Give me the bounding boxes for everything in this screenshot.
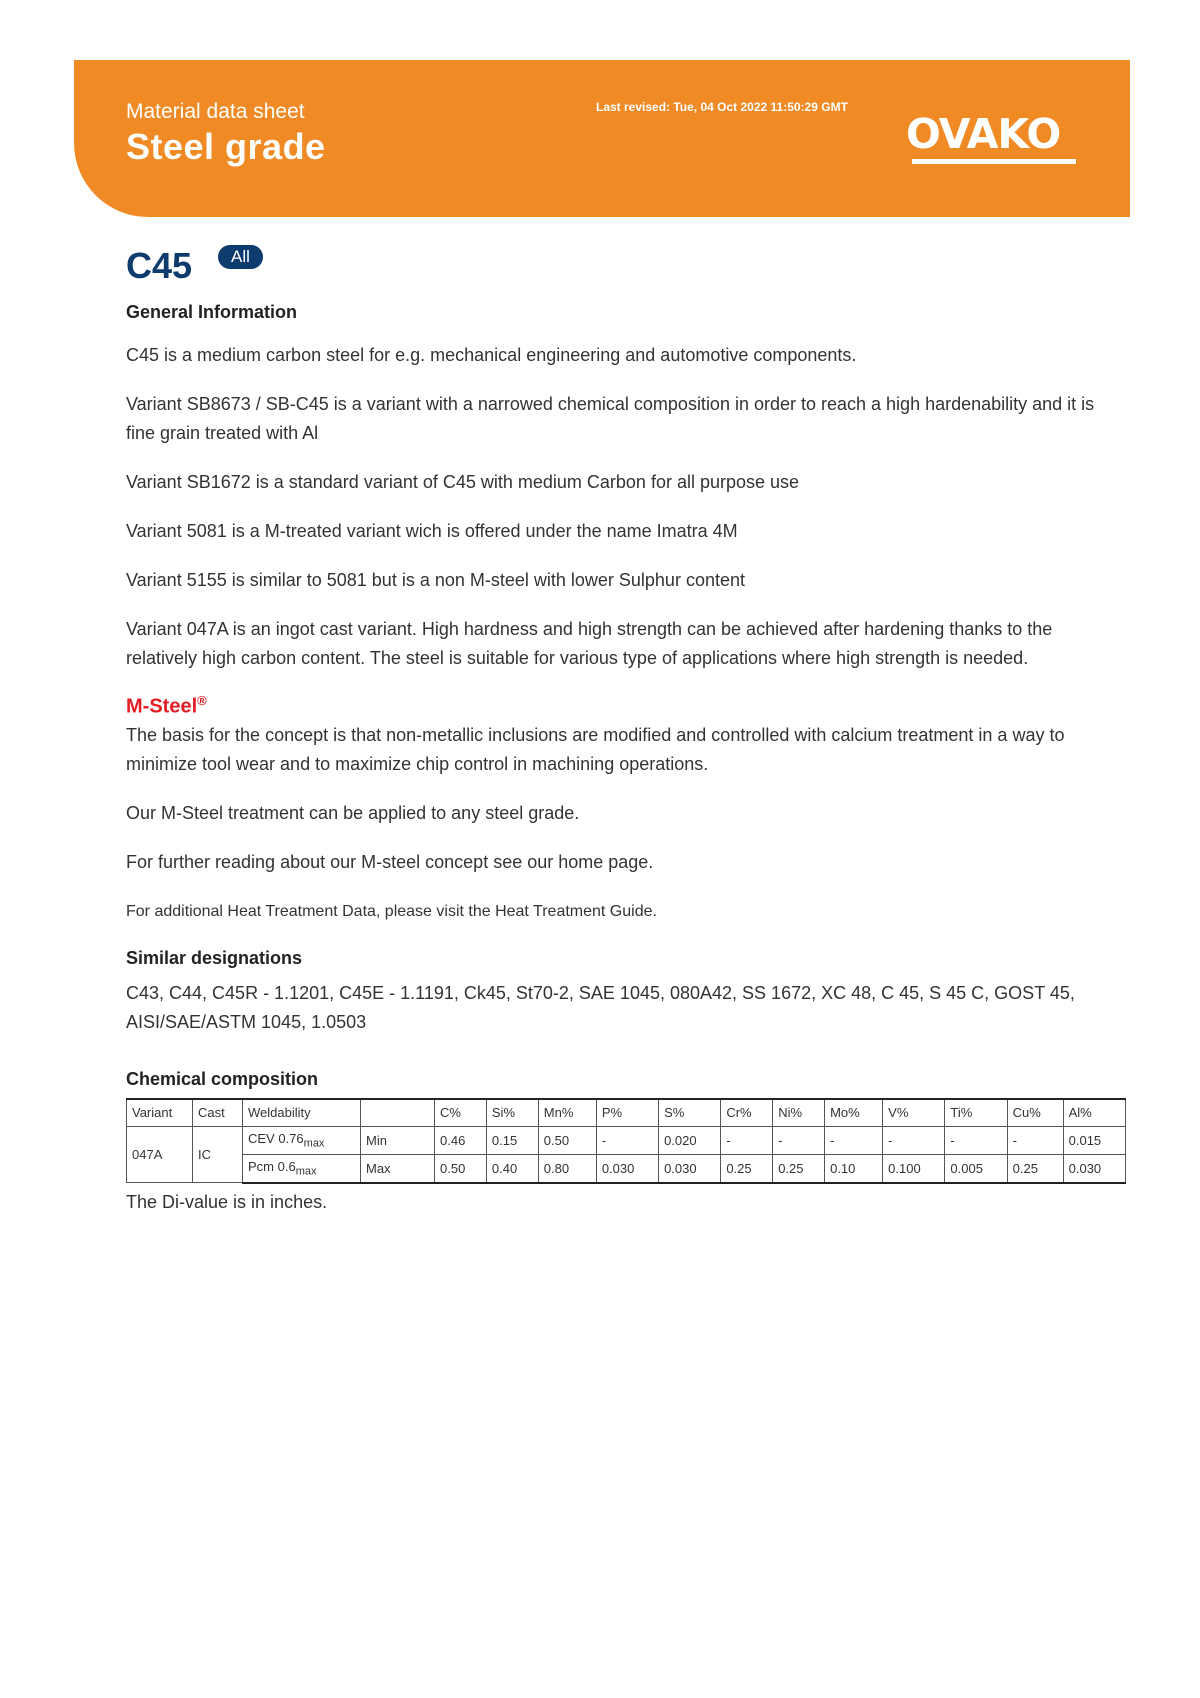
column-header: S% [659, 1099, 721, 1127]
header-banner [74, 60, 1130, 217]
column-header: P% [596, 1099, 658, 1127]
ovako-logo [906, 112, 1086, 168]
value-cell: 0.005 [945, 1155, 1007, 1183]
grade-name: C45 [126, 245, 193, 286]
value-cell: - [773, 1127, 825, 1155]
value-cell: - [1007, 1127, 1063, 1155]
chemical-composition-table [126, 1098, 1126, 1184]
msteel-heading [126, 693, 1126, 719]
column-header: Mo% [825, 1099, 883, 1127]
logo-text: OVAKO [906, 110, 1061, 158]
value-cell: 0.015 [1063, 1127, 1125, 1155]
di-value-note: The Di-value is in inches. [126, 1191, 328, 1212]
column-header: Mn% [538, 1099, 596, 1127]
table-row [127, 1127, 1126, 1155]
value-cell: 0.15 [486, 1127, 538, 1155]
value-cell: 0.030 [1063, 1155, 1125, 1183]
column-header: Al% [1063, 1099, 1125, 1127]
weldability-cell: Pcm $0.6_{max}$ [243, 1155, 361, 1183]
logo-underline [912, 159, 1076, 164]
general-paragraph: Variant 047A is an ingot cast variant. High hardness and high strength can be achieved after hardening thanks to the relatively high carbon content. The steel is suitable for various type of applications where high strength is needed. [126, 619, 1053, 668]
value-cell: - [596, 1127, 658, 1155]
value-cell: 0.10 [825, 1155, 883, 1183]
main-content [126, 240, 1126, 1213]
column-header: Ti% [945, 1099, 1007, 1127]
value-cell: 0.46 [435, 1127, 487, 1155]
column-header: V% [883, 1099, 945, 1127]
variant-badge: All [218, 245, 263, 269]
value-cell: - [721, 1127, 773, 1155]
column-header: Cr% [721, 1099, 773, 1127]
value-cell: 0.020 [659, 1127, 721, 1155]
similar-heading: Similar designations [126, 947, 303, 968]
column-header [361, 1099, 435, 1127]
table-header-row [127, 1099, 1126, 1127]
grade-row [126, 240, 1126, 302]
column-header: Cast [193, 1099, 243, 1127]
general-paragraph: Variant 5081 is a M-treated variant wich is offered under the name Imatra 4M [126, 521, 738, 541]
column-header: C% [435, 1099, 487, 1127]
msteel-paragraph: The basis for the concept is that non-metallic inclusions are modified and controlled with calcium treatment in a way to minimize tool wear and to maximize chip control in machining operations. [126, 724, 1065, 774]
value-cell: 0.25 [1007, 1155, 1063, 1183]
general-paragraph: Variant SB1672 is a standard variant of C45 with medium Carbon for all purpose use [126, 472, 800, 492]
msteel-paragraph: Our M-Steel treatment can be applied to any steel grade. [126, 802, 580, 823]
value-cell: 0.40 [486, 1155, 538, 1183]
value-cell: 0.80 [538, 1155, 596, 1183]
variant-cell: 047A [127, 1127, 193, 1183]
table-row [127, 1155, 1126, 1183]
column-header: Weldability [243, 1099, 361, 1127]
similar-designations: C43, C44, C45R - 1.1201, C45E - 1.1191, Ck45, St70-2, SAE 1045, 080A42, SS 1672, XC 48, C 45, S 45 C, GOST 45, AISI/SAE/ASTM 1045, 1.0503 [126, 982, 1075, 1032]
value-cell: - [883, 1127, 945, 1155]
msteel-title: M-Steel [126, 695, 198, 718]
value-cell: 0.50 [435, 1155, 487, 1183]
value-cell: - [945, 1127, 1007, 1155]
doc-type-label: Material data sheet [126, 100, 305, 123]
general-heading: General Information [126, 302, 298, 322]
value-cell: 0.100 [883, 1155, 945, 1183]
heat-treatment-note: For additional Heat Treatment Data, please visit the Heat Treatment Guide. [126, 902, 657, 920]
limit-cell: Max [361, 1155, 435, 1183]
general-paragraph: C45 is a medium carbon steel for e.g. mechanical engineering and automotive components. [126, 345, 857, 365]
weldability-cell: CEV $0.76_{max}$ [243, 1127, 361, 1155]
column-header: Variant [127, 1099, 193, 1127]
value-cell: - [825, 1127, 883, 1155]
value-cell: 0.030 [596, 1155, 658, 1183]
msteel-paragraph: For further reading about our M-steel concept see our home page. [126, 851, 654, 872]
value-cell: 0.25 [721, 1155, 773, 1183]
limit-cell: Min [361, 1127, 435, 1155]
cast-cell: IC [193, 1127, 243, 1183]
value-cell: 0.030 [659, 1155, 721, 1183]
general-paragraph: Variant SB8673 / SB-C45 is a variant with a narrowed chemical composition in order to reach a high hardenability and it is fine grain treated with Al [126, 394, 1095, 443]
registered-mark: ® [197, 693, 207, 708]
general-paragraph: Variant 5155 is similar to 5081 but is a non M-steel with lower Sulphur content [126, 570, 745, 590]
value-cell: 0.50 [538, 1127, 596, 1155]
column-header: Ni% [773, 1099, 825, 1127]
chemical-heading: Chemical composition [126, 1068, 319, 1089]
doc-title: Steel grade [126, 126, 326, 167]
value-cell: 0.25 [773, 1155, 825, 1183]
last-revised: Last revised: Tue, 04 Oct 2022 11:50:29 GMT [596, 100, 848, 114]
column-header: Cu% [1007, 1099, 1063, 1127]
column-header: Si% [486, 1099, 538, 1127]
